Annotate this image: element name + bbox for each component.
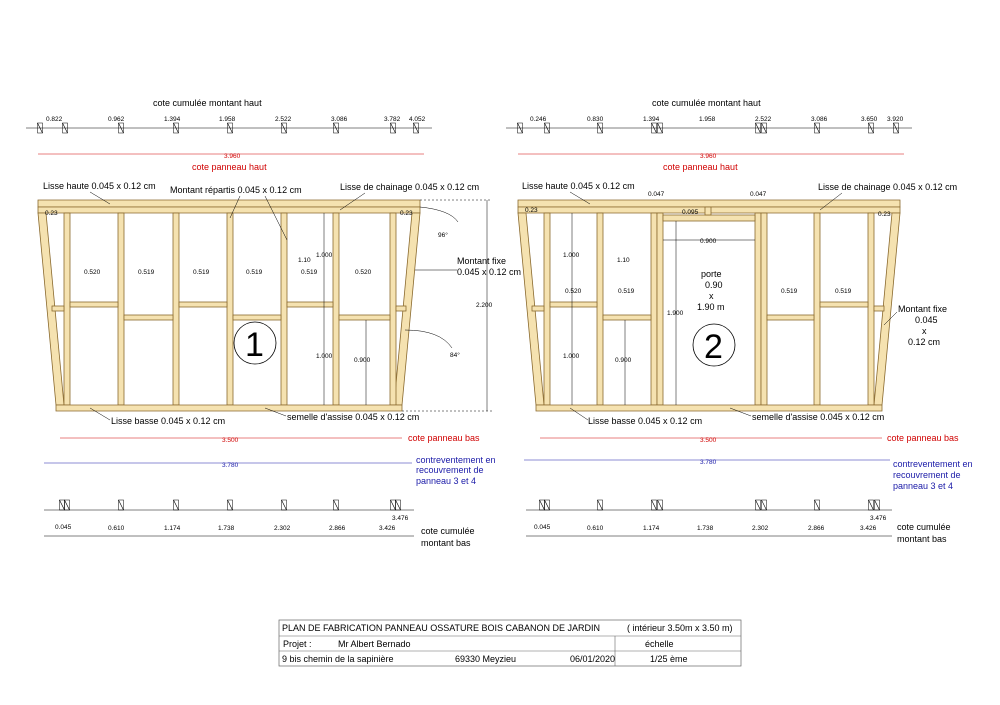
left-lisse-chainage: [38, 207, 420, 213]
panel-2-group: [506, 98, 973, 544]
right-bottom-panel-label: cote panneau bas: [887, 433, 959, 443]
panel-2-number: 2: [704, 328, 723, 366]
stud-marker-cross: [282, 500, 287, 510]
left-brace-label: contreventement en: [416, 455, 496, 465]
right-spacing-value: 0.519: [781, 288, 798, 295]
left-angle-bot-arc: [405, 330, 452, 348]
right-brace-label: panneau 3 et 4: [893, 481, 954, 491]
left-bottom-values: [55, 515, 409, 532]
left-bottom-value: 1.174: [164, 525, 181, 532]
right-v-top: 1.000: [563, 252, 580, 259]
title-block-city: 69330 Meyzieu: [455, 654, 517, 664]
right-door-header: [663, 215, 755, 221]
left-bottom-ticks: [60, 500, 401, 510]
stud-marker-cross: [762, 500, 767, 510]
right-label-lisse-basse: Lisse basse 0.045 x 0.12 cm: [588, 416, 703, 426]
right-corner-left: 0.23: [525, 207, 538, 214]
right-label-semelle: semelle d'assise 0.045 x 0.12 cm: [752, 412, 885, 422]
left-top-value: 1.394: [164, 116, 181, 123]
stud-marker-cross: [869, 500, 874, 510]
right-brace-label: contreventement en: [893, 459, 973, 469]
right-label-lisse-chainage: Lisse de chainage 0.045 x 0.12 cm: [818, 182, 958, 192]
left-bottom-total: 3.500: [222, 437, 239, 444]
left-label-lisse-haute: Lisse haute 0.045 x 0.12 cm: [43, 181, 156, 191]
left-label-semelle: semelle d'assise 0.045 x 0.12 cm: [287, 412, 420, 422]
stud-marker-cross: [652, 500, 657, 510]
left-top-value: 3.782: [384, 116, 401, 123]
right-v-110: 1.10: [617, 257, 630, 264]
right-door-label: 0.90: [705, 280, 723, 290]
right-label-montant-fixe: x: [922, 326, 927, 336]
stud-marker-cross: [65, 500, 70, 510]
left-angle-bot: 84°: [450, 352, 460, 359]
right-spacing-value: 0.519: [618, 288, 635, 295]
left-label-montant-fixe-size: 0.045 x 0.12 cm: [457, 267, 522, 277]
right-corner-right: 0.23: [878, 211, 891, 218]
left-label-lisse-chainage: Lisse de chainage 0.045 x 0.12 cm: [340, 182, 480, 192]
stud-marker-cross: [756, 500, 761, 510]
right-lisse-haute: [518, 200, 900, 207]
stud-marker-cross: [815, 500, 820, 510]
stud-marker-cross: [658, 500, 663, 510]
right-width-0095: 0.095: [682, 209, 699, 216]
stud-marker-cross: [174, 500, 179, 510]
right-width-0047: 0.047: [750, 191, 767, 198]
left-top-value: 2.522: [275, 116, 292, 123]
right-top-panel-label: cote panneau haut: [663, 162, 738, 172]
right-brace-total: 3.780: [700, 459, 717, 466]
stud-marker-cross: [540, 500, 545, 510]
left-corner-right: 0.23: [400, 210, 413, 217]
right-spacing-value: 0.519: [835, 288, 852, 295]
left-top-values: [46, 116, 426, 123]
panel-1-group: [26, 98, 521, 548]
right-label-lisse-haute: Lisse haute 0.045 x 0.12 cm: [522, 181, 635, 191]
title-block-echelle-label: échelle: [645, 639, 674, 649]
left-bottom-panel-label: cote panneau bas: [408, 433, 480, 443]
right-top-value: 2.522: [755, 116, 772, 123]
left-top-value: 3.086: [331, 116, 348, 123]
title-block: [279, 620, 741, 666]
panel-1-number: 1: [245, 326, 264, 364]
left-label-montant-repartis: Montant répartis 0.045 x 0.12 cm: [170, 185, 302, 195]
left-bottom-label: montant bas: [421, 538, 471, 548]
stud-marker-cross: [396, 500, 401, 510]
stud-marker-cross: [875, 500, 880, 510]
right-top-value: 1.958: [699, 116, 716, 123]
stud-marker-cross: [119, 500, 124, 510]
left-height-value: 2.200: [476, 302, 493, 309]
left-spacing-value: 0.520: [355, 269, 372, 276]
right-brace-label: recouvrement de: [893, 470, 961, 480]
left-top-value: 1.958: [219, 116, 236, 123]
left-v-110: 1.10: [298, 257, 311, 264]
right-bottom-total: 3.500: [700, 437, 717, 444]
left-v-top: 1.000: [316, 252, 333, 259]
left-spacing-value: 0.519: [301, 269, 318, 276]
left-top-value: 0.962: [108, 116, 125, 123]
right-bottom-value: 1.738: [697, 525, 714, 532]
right-lisse-basse: [536, 405, 882, 411]
left-lisse-haute: [38, 200, 420, 207]
title-block-address: 9 bis chemin de la sapinière: [282, 654, 394, 664]
title-block-date: 06/01/2020: [570, 654, 616, 664]
right-bottom-value: 3.476: [870, 515, 887, 522]
left-lisse-basse: [56, 405, 402, 411]
right-label-montant-fixe: 0.12 cm: [908, 337, 941, 347]
left-spacing-value: 0.519: [246, 269, 263, 276]
left-angle-top: 96°: [438, 232, 448, 239]
left-bottom-value: 3.476: [392, 515, 409, 522]
left-studs: [64, 213, 396, 405]
left-brace-total: 3.780: [222, 462, 239, 469]
title-block-interior: ( intérieur 3.50m x 3.50 m): [627, 623, 733, 633]
right-bottom-values: [534, 515, 887, 532]
stud-marker-cross: [228, 500, 233, 510]
right-top-total: 3.960: [700, 153, 717, 160]
left-top-panel-label: cote panneau haut: [192, 162, 267, 172]
left-angle-top-arc: [420, 207, 458, 222]
left-spacing-value: 0.520: [84, 269, 101, 276]
right-bottom-value: 2.866: [808, 525, 825, 532]
left-top-value: 4.052: [409, 116, 426, 123]
stud-marker-cross: [60, 500, 65, 510]
right-label-montant-fixe: Montant fixe: [898, 304, 948, 314]
right-door-width: 0.900: [700, 238, 717, 245]
right-door-cripple: [705, 207, 711, 215]
right-door-label: 1.90 m: [697, 302, 725, 312]
right-top-value: 1.394: [643, 116, 660, 123]
stud-marker-cross: [391, 500, 396, 510]
right-bottom-value: 3.426: [860, 525, 877, 532]
right-door-label: x: [709, 291, 714, 301]
right-v-bottom: 1.000: [563, 353, 580, 360]
right-top-label: cote cumulée montant haut: [652, 98, 761, 108]
left-bottom-value: 0.045: [55, 524, 72, 531]
right-v-0900: 0.900: [615, 357, 632, 364]
left-brace-label: recouvrement de: [416, 465, 484, 475]
left-top-value: 0.822: [46, 116, 63, 123]
right-bottom-value: 0.610: [587, 525, 604, 532]
left-brace-label: panneau 3 et 4: [416, 476, 477, 486]
title-block-scale: 1/25 ème: [650, 654, 688, 664]
right-top-value: 0.246: [530, 116, 547, 123]
right-spacing-value: 0.520: [565, 288, 582, 295]
left-bottom-value: 1.738: [218, 525, 235, 532]
left-v-bottom: 1.000: [316, 353, 333, 360]
right-label-montant-fixe: 0.045: [915, 315, 938, 325]
left-top-total: 3.960: [224, 153, 241, 160]
right-top-value: 3.920: [887, 116, 904, 123]
left-spacing-value: 0.519: [138, 269, 155, 276]
right-bottom-value: 2.302: [752, 525, 769, 532]
left-bottom-value: 2.866: [329, 525, 346, 532]
left-bottom-label: cote cumulée: [421, 526, 475, 536]
right-top-value: 0.830: [587, 116, 604, 123]
left-label-montant-fixe: Montant fixe: [457, 256, 507, 266]
title-block-projet: Projet :: [283, 639, 312, 649]
stud-marker-cross: [334, 500, 339, 510]
title-block-name: Mr Albert Bernado: [338, 639, 411, 649]
left-bottom-value: 3.426: [379, 525, 396, 532]
right-bottom-ticks: [540, 500, 880, 510]
right-top-value: 3.650: [861, 116, 878, 123]
right-top-values: [530, 116, 904, 123]
left-spacing-value: 0.519: [193, 269, 210, 276]
left-bottom-value: 0.610: [108, 525, 125, 532]
right-bottom-label: cote cumulée: [897, 522, 951, 532]
left-corner-left: 0.23: [45, 210, 58, 217]
stud-marker-cross: [545, 500, 550, 510]
left-top-label: cote cumulée montant haut: [153, 98, 262, 108]
left-label-lisse-basse: Lisse basse 0.045 x 0.12 cm: [111, 416, 226, 426]
right-bottom-value: 1.174: [643, 525, 660, 532]
right-top-value: 3.086: [811, 116, 828, 123]
left-bottom-value: 2.302: [274, 525, 291, 532]
right-bottom-label: montant bas: [897, 534, 947, 544]
right-door-height: 1.900: [667, 310, 684, 317]
left-v-0900: 0.900: [354, 357, 371, 364]
right-bottom-value: 0.045: [534, 524, 551, 531]
right-door-label: porte: [701, 269, 722, 279]
stud-marker-cross: [598, 500, 603, 510]
title-block-title: PLAN DE FABRICATION PANNEAU OSSATURE BOIS CABANON DE JARDIN: [282, 623, 601, 633]
right-width-0047: 0.047: [648, 191, 665, 198]
